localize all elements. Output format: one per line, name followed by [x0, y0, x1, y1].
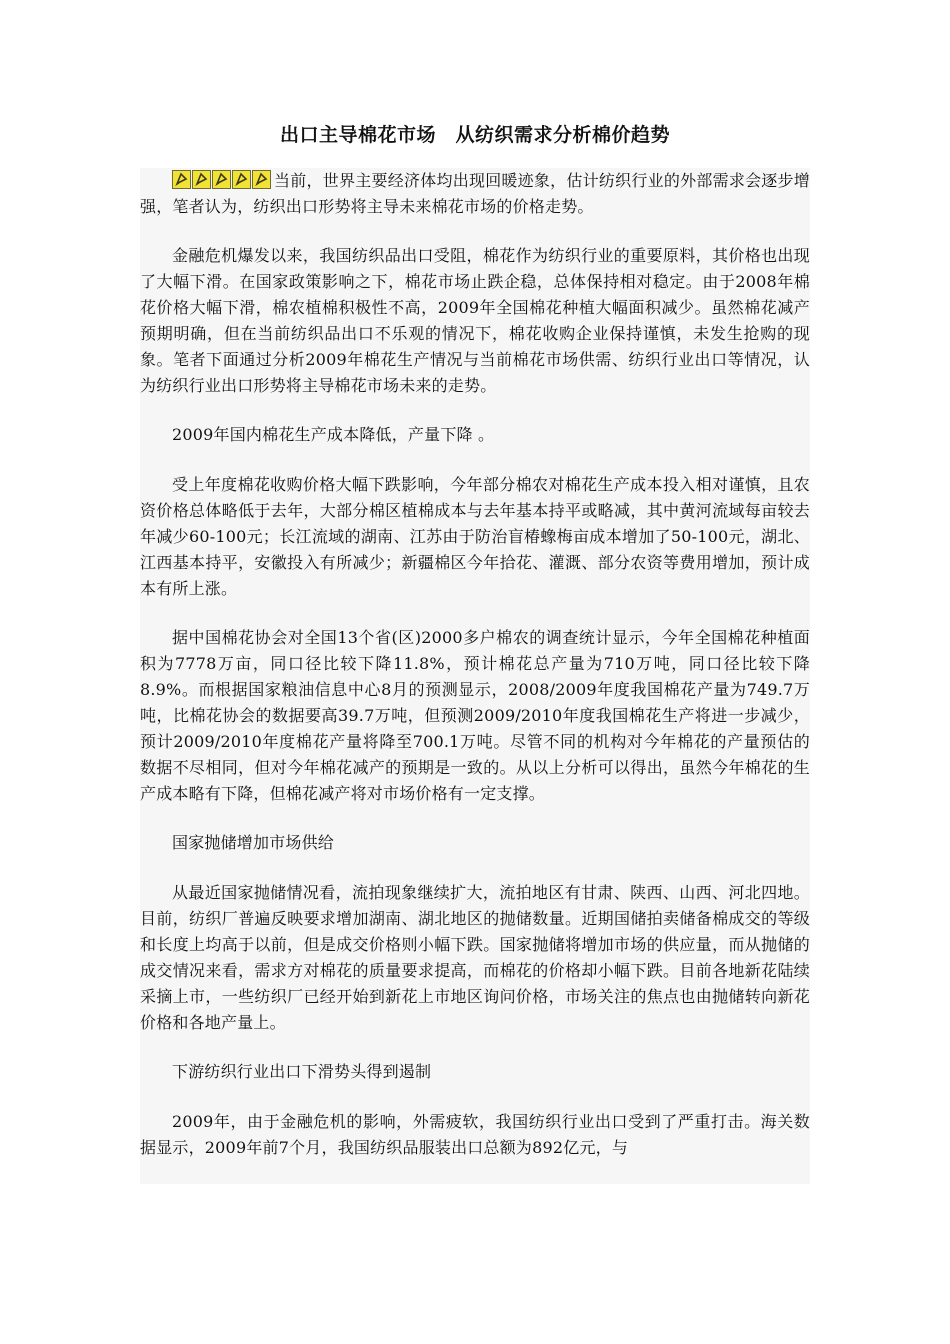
document-title: 出口主导棉花市场 从纺织需求分析棉价趋势	[279, 124, 670, 146]
star-icon	[172, 170, 191, 189]
document-body	[140, 168, 810, 1184]
paragraph-6: 2009年，由于金融危机的影响，外需疲软，我国纺织行业出口受到了严重打击。海关数据显示，2009年前7个月，我国纺织品服装出口总额为892亿元，与	[140, 1112, 810, 1157]
rating-icons	[172, 170, 272, 189]
paragraph-1	[140, 168, 810, 220]
star-icon	[192, 170, 211, 189]
section-heading-exports: 下游纺织行业出口下滑势头得到遏制	[172, 1062, 432, 1081]
star-icon	[252, 170, 271, 189]
star-icon	[212, 170, 231, 189]
paragraph-2: 金融危机爆发以来，我国纺织品出口受阻，棉花作为纺织行业的重要原料，其价格也出现了大幅下滑。在国家政策影响之下，棉花市场止跌企稳，总体保持相对稳定。由于2008年棉花价格大幅下滑，棉农植棉积极性不高，2009年全国棉花种植大幅面积减少。虽然棉花减产预期明确，但在当前纺织品出口不乐观的情况下，棉花收购企业保持谨慎，未发生抢购的现象。笔者下面通过分析2009年棉花生产情况与当前棉花市场供需、纺织行业出口等情况，认为纺织行业出口形势将主导棉花市场未来的走势。	[140, 246, 810, 395]
star-icon	[232, 170, 251, 189]
paragraph-1-text: 当前，世界主要经济体均出现回暖迹象，估计纺织行业的外部需求会逐步增强，笔者认为，纺织出口形势将主导未来棉花市场的价格走势。	[140, 171, 810, 216]
paragraph-4: 据中国棉花协会对全国13个省(区)2000多户棉农的调查统计显示，今年全国棉花种植面积为7778万亩，同口径比较下降11.8%，预计棉花总产量为710万吨，同口径比较下降8.9%。而根据国家粮油信息中心8月的预测显示，2008/2009年度我国棉花产量为749.7万吨，比棉花协会的数据要高39.7万吨，但预测2009/2010年度我国棉花生产将进一步减少，预计2009/2010年度棉花产量将降至700.1万吨。尽管不同的机构对今年棉花的产量预估的数据不尽相同，但对今年棉花减产的预期是一致的。从以上分析可以得出，虽然今年棉花的生产成本略有下降，但棉花减产将对市场价格有一定支撑。	[140, 628, 810, 803]
paragraph-5: 从最近国家抛储情况看，流拍现象继续扩大，流拍地区有甘肃、陕西、山西、河北四地。目前，纺织厂普遍反映要求增加湖南、湖北地区的抛储数量。近期国储拍卖储备棉成交的等级和长度上均高于以前，但是成交价格则小幅下跌。国家抛储将增加市场的供应量，而从抛储的成交情况来看，需求方对棉花的质量要求提高，而棉花的价格却小幅下跌。目前各地新花陆续采摘上市，一些纺织厂已经开始到新花上市地区询问价格，市场关注的焦点也由抛储转向新花价格和各地产量上。	[140, 883, 810, 1032]
paragraph-3: 受上年度棉花收购价格大幅下跌影响，今年部分棉农对棉花生产成本投入相对谨慎，且农资价格总体略低于去年，大部分棉区植棉成本与去年基本持平或略减，其中黄河流域每亩较去年减少60-100元；长江流域的湖南、江苏由于防治盲椿蟓梅亩成本增加了50-100元，湖北、江西基本持平，安徽投入有所减少；新疆棉区今年拾花、灌溉、部分农资等费用增加，预计成本有所上涨。	[140, 475, 810, 598]
section-heading-reserves: 国家抛储增加市场供给	[172, 833, 335, 852]
section-heading-production: 2009年国内棉花生产成本降低，产量下降 。	[172, 425, 495, 444]
